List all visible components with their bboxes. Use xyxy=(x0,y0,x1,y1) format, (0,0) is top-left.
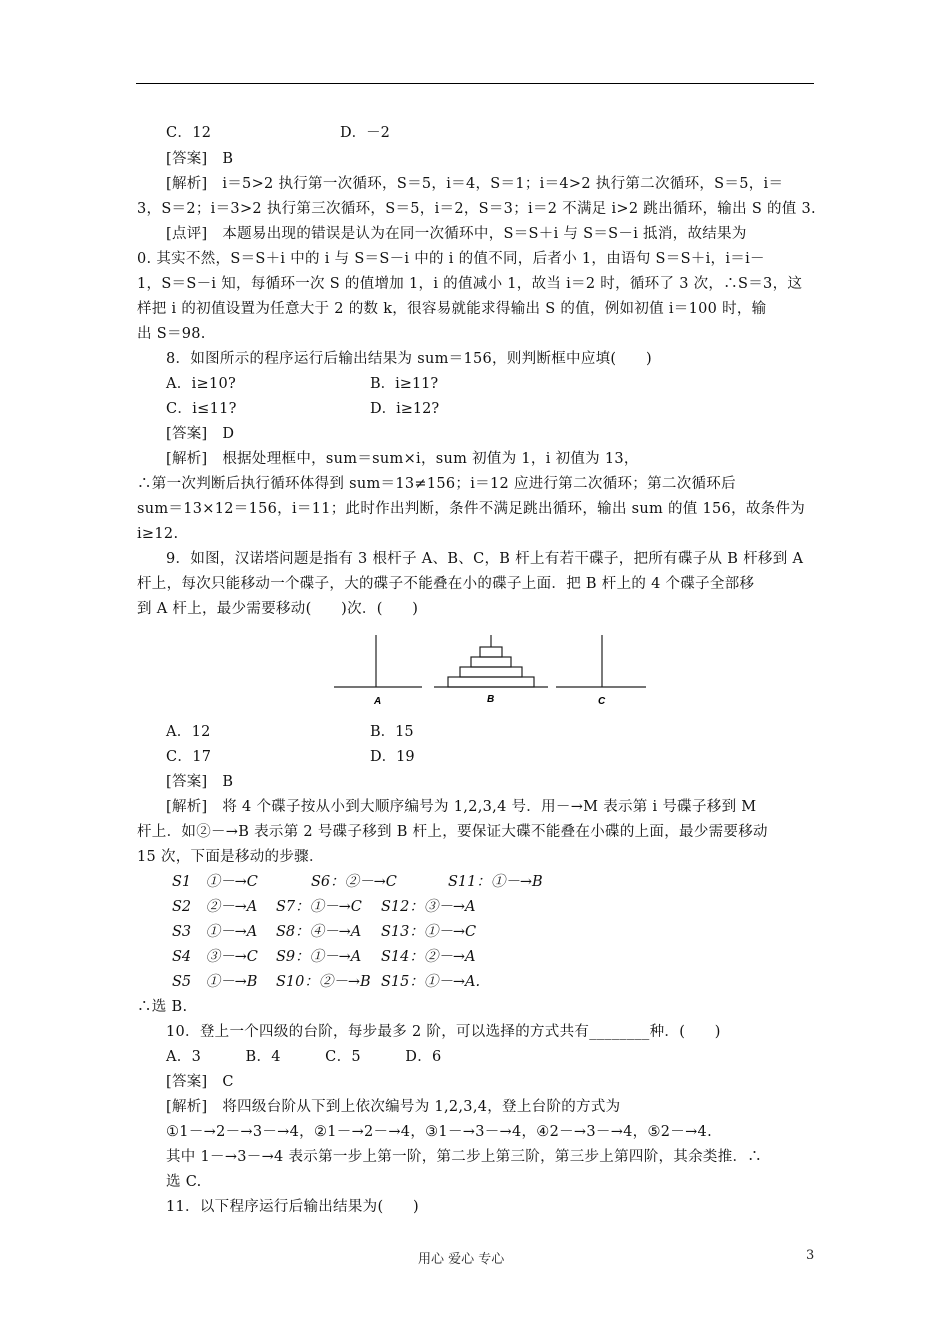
move-step: S3 ①－→A xyxy=(172,924,258,940)
move-step: S11：①－→B xyxy=(448,874,543,890)
text-line: [解析] 将四级台阶从下到上依次编号为 1,2,3,4，登上台阶的方式为 xyxy=(166,1099,621,1115)
answer-option: D．19 xyxy=(370,749,415,765)
text-line: [解析] 根据处理框中，sum＝sum×i，sum 初值为 1，i 初值为 13， xyxy=(166,451,639,467)
move-step: S8：④－→A xyxy=(276,924,362,940)
text-line: 0. 其实不然，S＝S＋i 中的 i 与 S＝S－i 中的 i 的值不同，后者小 1，由语句 S＝S＋i，i＝i－ xyxy=(137,251,765,267)
answer-option: B．15 xyxy=(370,724,414,740)
text-line: [解析] 将 4 个碟子按从小到大顺序编号为 1,2,3,4 号．用－→M 表示第 i 号碟子移到 M xyxy=(166,799,757,815)
text-line: 10．登上一个四级的台阶，每步最多 2 阶，可以选择的方式共有________种．( ) xyxy=(166,1024,721,1040)
text-line: ∴选 B. xyxy=(137,999,188,1015)
text-line: A．i≥10? xyxy=(166,376,237,392)
text-line: 到 A 杆上，最少需要移动( )次．( ) xyxy=(137,601,419,617)
text-line: C．12 xyxy=(166,125,212,141)
text-line: 8．如图所示的程序运行后输出结果为 sum＝156，则判断框中应填( ) xyxy=(166,351,652,367)
move-step: S12：③－→A xyxy=(381,899,476,915)
peg-label-b: B xyxy=(487,694,495,705)
page-number: 3 xyxy=(806,1248,815,1263)
text-line: A．12 xyxy=(166,724,211,740)
peg-label-c: C xyxy=(598,696,606,707)
text-line: C．17 xyxy=(166,749,212,765)
answer-option: D．－2 xyxy=(340,125,390,141)
text-line: [答案] C xyxy=(166,1074,234,1090)
move-step: S10：②－→B xyxy=(276,974,371,990)
text-line: 其中 1－→3－→4 表示第一步上第一阶，第二步上第三阶，第三步上第四阶，其余类推．∴ xyxy=(166,1149,763,1165)
text-line: [解析] i＝5>2 执行第一次循环，S＝5，i＝4，S＝1；i＝4>2 执行第二次循环，S＝5，i＝ xyxy=(166,176,784,192)
text-line: ①1－→2－→3－→4，②1－→2－→4，③1－→3－→4，④2－→3－→4，⑤2－→4. xyxy=(166,1124,712,1140)
text-line: ∴第一次判断后执行循环体得到 sum＝13≠156；i＝12 应进行第二次循环；第二次循环后 xyxy=(137,476,736,492)
answer-option: B．i≥11? xyxy=(370,376,439,392)
text-line: 11．以下程序运行后输出结果为( ) xyxy=(166,1199,419,1215)
move-step: S2 ②－→A xyxy=(172,899,258,915)
text-line: 出 S＝98. xyxy=(137,326,206,342)
text-line: 3，S＝2；i＝3>2 执行第三次循环，S＝5，i＝2，S＝3；i＝2 不满足 i>2 跳出循环，输出 S 的值 3. xyxy=(137,201,816,217)
move-step: S6：②－→C xyxy=(311,874,397,890)
peg-label-a: A xyxy=(374,696,382,707)
header-rule xyxy=(136,83,814,84)
text-line: 15 次，下面是移动的步骤． xyxy=(137,849,324,865)
text-line: [答案] D xyxy=(166,426,235,442)
text-line: i≥12. xyxy=(137,526,179,542)
text-line: sum＝13×12＝156，i＝11；此时作出判断，条件不满足跳出循环，输出 sum 的值 156，故条件为 xyxy=(137,501,806,517)
text-line: 样把 i 的初值设置为任意大于 2 的数 k，很容易就能求得输出 S 的值，例如初值 i＝100 时，输 xyxy=(137,301,767,317)
move-step: S9：①－→A xyxy=(276,949,362,965)
answer-option: D．i≥12? xyxy=(370,401,440,417)
move-step: S7：①－→C xyxy=(276,899,362,915)
move-step: S13：①－→C xyxy=(381,924,477,940)
move-step: S1 ①－→C xyxy=(172,874,258,890)
text-line: C．i≤11? xyxy=(166,401,237,417)
text-line: A．3 B．4 C．5 D．6 xyxy=(166,1049,442,1065)
move-step: S5 ①－→B xyxy=(172,974,258,990)
text-line: 1，S＝S－i 知，每循环一次 S 的值增加 1，i 的值减小 1，故当 i＝2 时，循环了 3 次，∴S＝3，这 xyxy=(137,276,803,292)
text-line: [答案] B xyxy=(166,774,234,790)
move-step: S4 ③－→C xyxy=(172,949,258,965)
text-line: 选 C. xyxy=(166,1174,202,1190)
move-step: S15：①－→A. xyxy=(381,974,481,990)
text-line: [答案] B xyxy=(166,151,234,167)
hanoi-figure xyxy=(330,630,650,712)
footer-center: 用心 爱心 专心 xyxy=(418,1252,505,1267)
text-line: 9．如图，汉诺塔问题是指有 3 根杆子 A、B、C，B 杆上有若干碟子，把所有碟子从 B 杆移到 A xyxy=(166,551,804,567)
text-line: 杆上，每次只能移动一个碟子，大的碟子不能叠在小的碟子上面．把 B 杆上的 4 个碟子全部移 xyxy=(137,576,755,592)
move-step: S14：②－→A xyxy=(381,949,476,965)
text-line: 杆上．如②－→B 表示第 2 号碟子移到 B 杆上，要保证大碟不能叠在小碟的上面，最少需要移动 xyxy=(137,824,768,840)
text-line: [点评] 本题易出现的错误是认为在同一次循环中，S＝S＋i 与 S＝S－i 抵消，故结果为 xyxy=(166,226,747,242)
